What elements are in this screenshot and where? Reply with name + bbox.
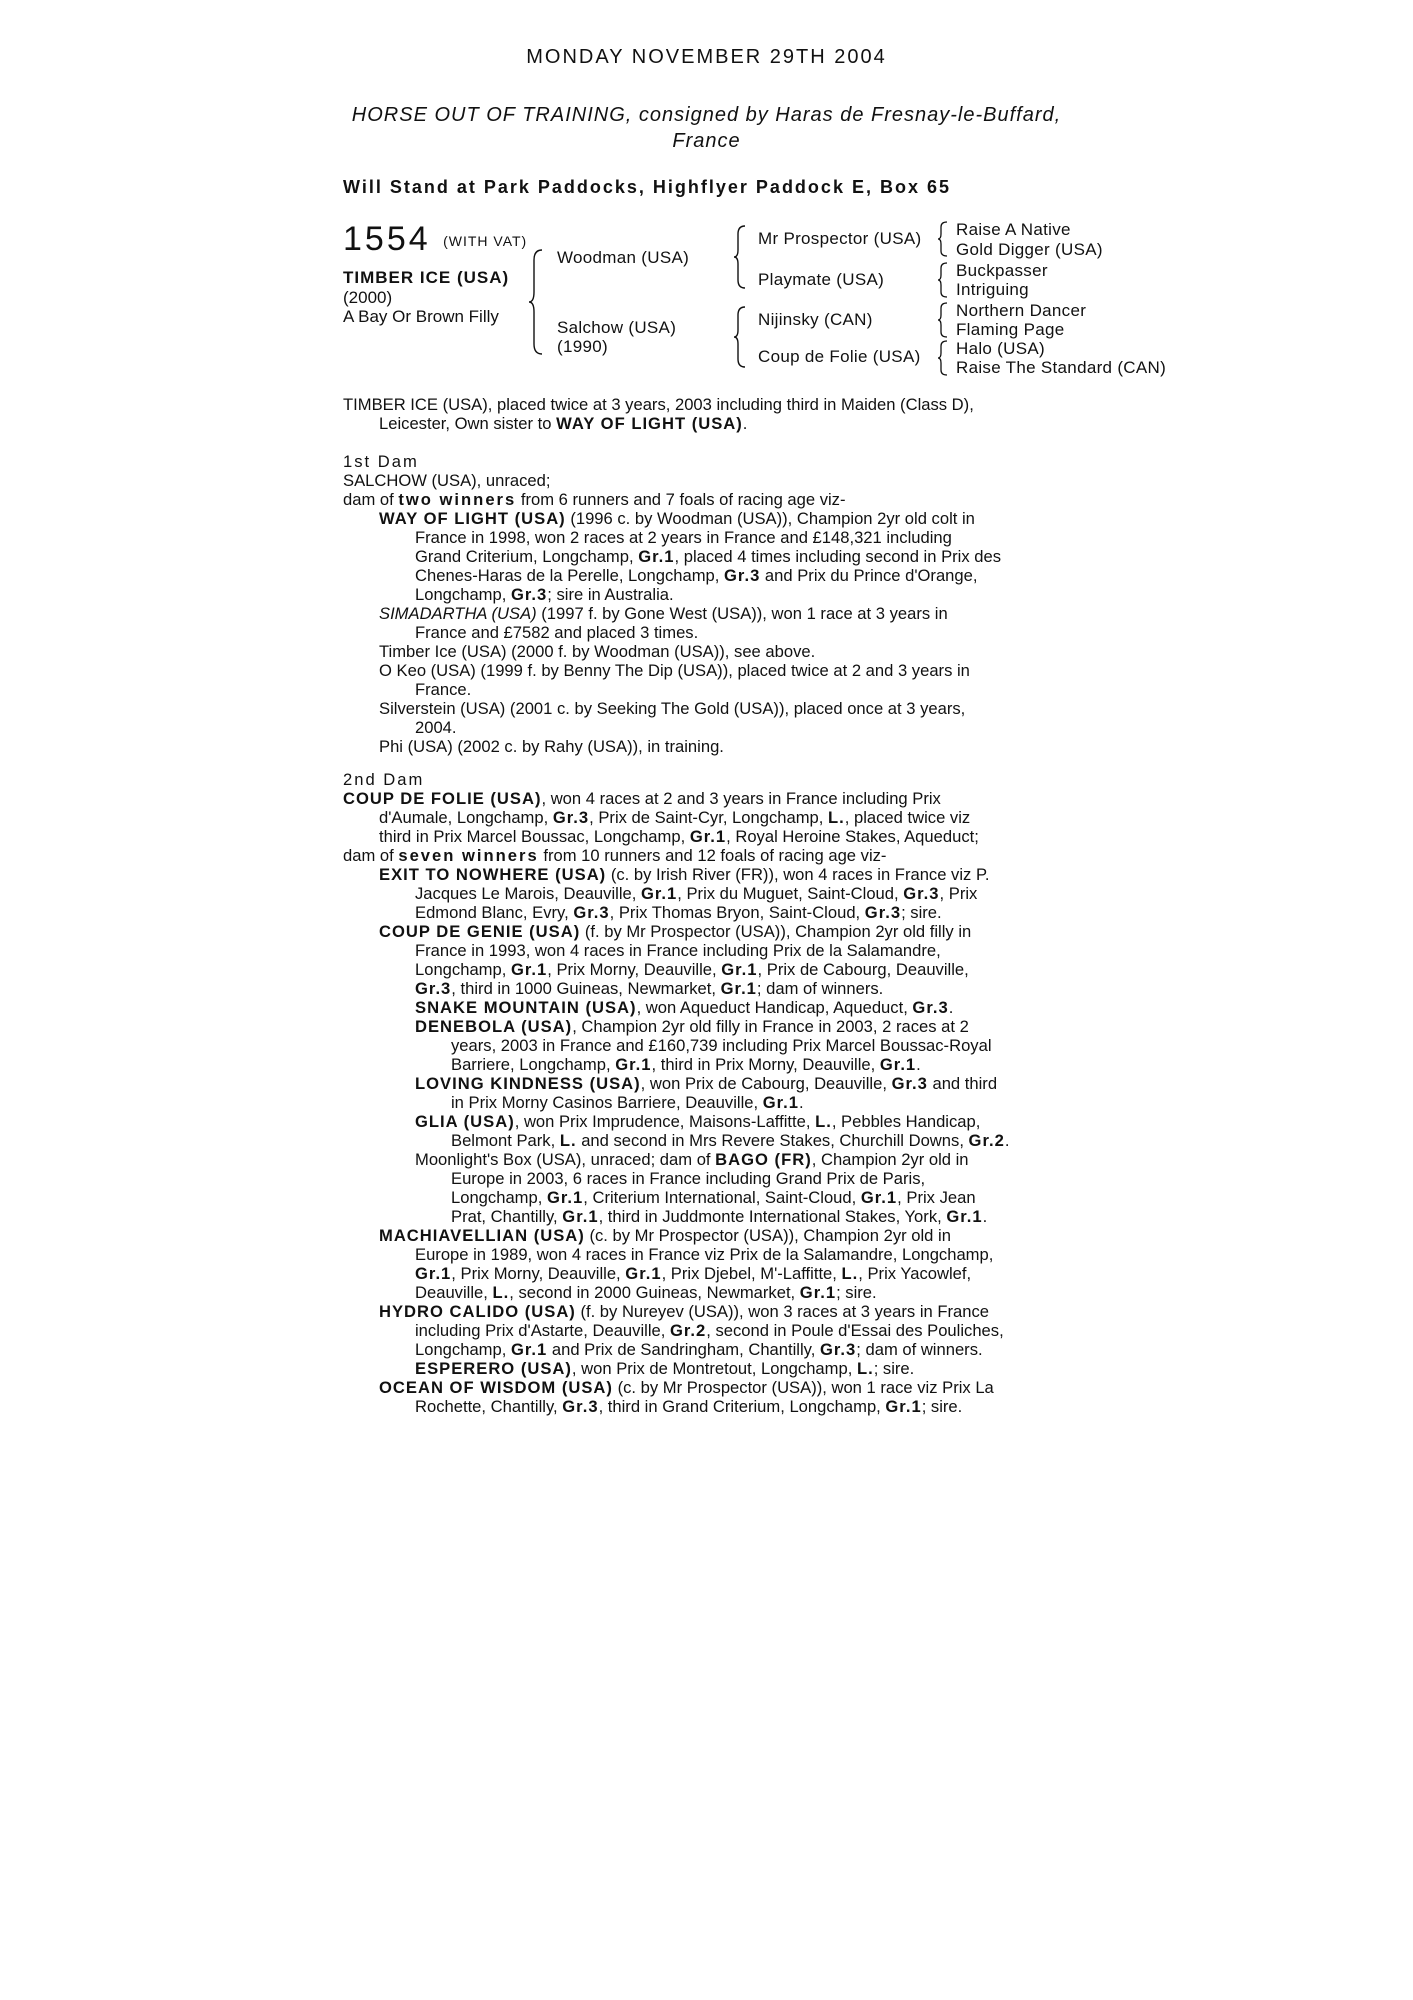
text-line — [343, 1188, 1085, 1207]
text-line: Silverstein (USA) (2001 c. by Seeking The Gold (USA)), placed once at 3 years, — [379, 699, 966, 718]
text-run: Gr.1 — [415, 1264, 452, 1283]
text-line — [343, 1131, 1085, 1150]
consignment-line-1: HORSE OUT OF TRAINING, consigned by Haras de Fresnay-le-Buffard, — [351, 104, 1062, 126]
text-run: Gr.1 — [640, 884, 678, 903]
horse-summary — [343, 395, 1085, 433]
pedigree-sdd: Intriguing — [956, 280, 1029, 299]
pedigree-ssd: Gold Digger (USA) — [956, 240, 1103, 259]
text-run: (f. by Nureyev (USA)), won 3 races at 3 years in France — [575, 1302, 989, 1321]
pedigree-dam-year: (1990) — [557, 337, 608, 356]
text-line — [343, 490, 1085, 509]
text-line — [343, 1378, 1085, 1397]
text-run: Gr.3 — [562, 1397, 599, 1416]
text-line — [343, 1017, 1085, 1036]
text-line — [343, 585, 1085, 604]
pedigree-sire-sire: Mr Prospector (USA) — [758, 229, 922, 248]
text-run: Gr.3 — [903, 884, 940, 903]
section-heading: 1st Dam — [343, 452, 419, 471]
text-run: Gr.3 — [415, 979, 452, 998]
pedigree-brace-ss — [937, 221, 949, 257]
text-run: ; sire. — [901, 903, 942, 922]
text-run: , won Prix Imprudence, Maisons-Laffitte, — [514, 1112, 816, 1131]
text-run: Gr.1 — [510, 1340, 548, 1359]
text-run: , third in Prix Morny, Deauville, — [651, 1055, 880, 1074]
text-run: Gr.3 — [724, 566, 761, 585]
text-run: Barriere, Longchamp, — [451, 1055, 616, 1074]
text-run: , placed 4 times including second in Prix des — [674, 547, 1002, 566]
text-line — [343, 1055, 1085, 1074]
pedigree-dam-sire: Nijinsky (CAN) — [758, 310, 873, 329]
text-run: , Prix Morny, Deauville, — [547, 960, 722, 979]
lot-number — [343, 220, 527, 259]
text-run: Grand Criterium, Longchamp, — [415, 547, 639, 566]
text-run: , Champion 2yr old filly in France in 2003, 2 races at 2 — [572, 1017, 969, 1036]
text-line — [343, 547, 1085, 566]
text-line — [343, 1074, 1085, 1093]
text-run: Edmond Blanc, Evry, — [415, 903, 574, 922]
text-line: O Keo (USA) (1999 f. by Benny The Dip (USA)), placed twice at 2 and 3 years in — [379, 661, 970, 680]
text-run: ; sire. — [873, 1359, 915, 1378]
text-line: Europe in 1989, won 4 races in France viz Prix de la Salamandre, Longchamp, — [415, 1245, 994, 1264]
text-run: and third — [927, 1074, 998, 1093]
pedigree-ddd: Raise The Standard (CAN) — [956, 358, 1167, 377]
text-line — [343, 1283, 1085, 1302]
text-run: Gr.3 — [573, 903, 610, 922]
text-run: L. — [559, 1131, 577, 1150]
text-run: WAY OF LIGHT (USA) — [556, 414, 743, 433]
text-run: , won 4 races at 2 and 3 years in France including Prix — [541, 789, 941, 808]
text-run: Chenes-Haras de la Perelle, Longchamp, — [415, 566, 725, 585]
pedigree-sire: Woodman (USA) — [557, 248, 690, 267]
pedigree-dsd: Flaming Page — [956, 320, 1065, 339]
text-run: , won Prix de Montretout, Longchamp, — [571, 1359, 857, 1378]
consignment-line-2: France — [672, 130, 741, 152]
text-run: L. — [492, 1283, 510, 1302]
text-run: (c. by Mr Prospector (USA)), won 1 race viz Prix La — [612, 1378, 994, 1397]
text-run: , won Aqueduct Handicap, Aqueduct, — [636, 998, 913, 1017]
section-heading: 2nd Dam — [343, 770, 425, 789]
text-line — [343, 1359, 1085, 1378]
text-run: . — [982, 1207, 988, 1226]
text-run: WAY OF LIGHT (USA) — [379, 509, 566, 528]
pedigree-dds: Halo (USA) — [956, 339, 1045, 358]
text-run: Gr.3 — [819, 1340, 857, 1359]
second-dam-section — [343, 770, 1085, 1416]
text-line — [343, 998, 1085, 1017]
text-run: Gr.1 — [562, 1207, 599, 1226]
text-run: Gr.1 — [946, 1207, 983, 1226]
pedigree-dss: Northern Dancer — [956, 301, 1087, 320]
text-line: Europe in 2003, 6 races in France including Grand Prix de Paris, — [451, 1169, 926, 1188]
text-line — [343, 903, 1085, 922]
first-dam-section — [343, 452, 1085, 756]
text-run: , second in Poule d'Essai des Pouliches, — [706, 1321, 1004, 1340]
text-run: Gr.3 — [552, 808, 590, 827]
text-run: Gr.1 — [638, 547, 675, 566]
text-line: France in 1993, won 4 races in France including Prix de la Salamandre, — [415, 941, 941, 960]
pedigree-dam-dam: Coup de Folie (USA) — [758, 347, 921, 366]
pedigree-sds: Buckpasser — [956, 261, 1048, 280]
pedigree-sss: Raise A Native — [956, 220, 1071, 239]
text-run: and second in Mrs Revere Stakes, Churchill Downs, — [576, 1131, 969, 1150]
pedigree-brace-main — [528, 248, 544, 356]
text-line: Phi (USA) (2002 c. by Rahy (USA)), in training. — [379, 737, 724, 756]
text-run: , second in 2000 Guineas, Newmarket, — [509, 1283, 800, 1302]
text-run: GLIA (USA) — [415, 1112, 515, 1131]
text-run: Gr.1 — [689, 827, 727, 846]
text-run: , Pebbles Handicap, — [831, 1112, 981, 1131]
text-run: dam of — [343, 846, 399, 865]
text-line — [343, 808, 1085, 827]
vat-note: (WITH VAT) — [443, 233, 528, 249]
text-run: Gr.3 — [891, 1074, 928, 1093]
text-run: MACHIAVELLIAN (USA) — [379, 1226, 585, 1245]
text-run: from 6 runners and 7 foals of racing age viz- — [516, 490, 846, 509]
text-run: , Prix du Muguet, Saint-Cloud, — [677, 884, 904, 903]
text-run: ESPERERO (USA) — [415, 1359, 572, 1378]
text-line — [343, 865, 1085, 884]
text-run: Prat, Chantilly, — [451, 1207, 563, 1226]
text-run: Gr.2 — [669, 1321, 707, 1340]
text-line: 2004. — [415, 718, 457, 737]
text-run: (f. by Mr Prospector (USA)), Champion 2yr old filly in — [580, 922, 972, 941]
text-run: Jacques Le Marois, Deauville, — [415, 884, 641, 903]
text-run: , Prix Thomas Bryon, Saint-Cloud, — [609, 903, 865, 922]
text-run: Longchamp, — [415, 585, 511, 604]
text-run: DENEBOLA (USA) — [415, 1017, 573, 1036]
text-line — [343, 1321, 1085, 1340]
pedigree-brace-sire — [733, 224, 747, 290]
text-run: ; dam of winners. — [756, 979, 884, 998]
text-run: , third in Grand Criterium, Longchamp, — [598, 1397, 886, 1416]
text-run: from 10 runners and 12 foals of racing age viz- — [538, 846, 887, 865]
text-line: SALCHOW (USA), unraced; — [343, 471, 551, 490]
horse-description: A Bay Or Brown Filly — [343, 307, 499, 326]
text-run: . — [799, 1093, 804, 1112]
text-run: Longchamp, — [451, 1188, 547, 1207]
text-run: seven winners — [398, 846, 539, 865]
text-line — [343, 509, 1085, 528]
text-run: Gr.1 — [721, 960, 758, 979]
text-run: , Champion 2yr old in — [811, 1150, 969, 1169]
text-run: Gr.1 — [546, 1188, 584, 1207]
text-run: dam of — [343, 490, 399, 509]
text-run: , Prix Jean — [897, 1188, 976, 1207]
text-run: LOVING KINDNESS (USA) — [415, 1074, 641, 1093]
text-run: L. — [828, 808, 845, 827]
text-line: Timber Ice (USA) (2000 f. by Woodman (USA)), see above. — [379, 642, 816, 661]
text-run: Gr.1 — [885, 1397, 922, 1416]
text-run: Gr.1 — [625, 1264, 662, 1283]
text-run: Longchamp, — [415, 1340, 511, 1359]
text-run: two winners — [398, 490, 517, 509]
text-run: (c. by Irish River (FR)), won 4 races in France viz P. — [606, 865, 990, 884]
text-line — [343, 1226, 1085, 1245]
text-run: , Prix — [939, 884, 978, 903]
sale-date: MONDAY NOVEMBER 29TH 2004 — [526, 46, 887, 68]
text-run: ; sire in Australia. — [547, 585, 674, 604]
text-run: . — [948, 998, 954, 1017]
text-line: years, 2003 in France and £160,739 including Prix Marcel Boussac-Royal — [451, 1036, 992, 1055]
text-run: Gr.1 — [879, 1055, 917, 1074]
summary-line: TIMBER ICE (USA), placed twice at 3 years, 2003 including third in Maiden (Class D), — [343, 395, 974, 414]
text-line — [343, 1340, 1085, 1359]
text-line — [343, 827, 1085, 846]
text-run: Belmont Park, — [451, 1131, 560, 1150]
text-line: France. — [415, 680, 472, 699]
text-run: d'Aumale, Longchamp, — [379, 808, 553, 827]
consignment-line — [300, 102, 1113, 154]
stand-location: Will Stand at Park Paddocks, Highflyer Paddock E, Box 65 — [343, 177, 951, 197]
text-run: L. — [841, 1264, 859, 1283]
text-run: and Prix de Sandringham, Chantilly, — [547, 1340, 820, 1359]
text-run: Gr.1 — [762, 1093, 799, 1112]
text-run: Gr.1 — [799, 1283, 837, 1302]
pedigree-brace-sd — [937, 262, 949, 298]
text-line — [343, 1112, 1085, 1131]
text-run: , Prix de Saint-Cyr, Longchamp, — [589, 808, 829, 827]
text-run: ; sire. — [921, 1397, 963, 1416]
text-run: Rochette, Chantilly, — [415, 1397, 563, 1416]
text-run: (1997 f. by Gone West (USA)), won 1 race at 3 years in — [536, 604, 948, 623]
pedigree-dam: Salchow (USA) — [557, 318, 677, 337]
text-run: OCEAN OF WISDOM (USA) — [379, 1378, 613, 1397]
horse-year: (2000) — [343, 288, 393, 307]
text-run: COUP DE FOLIE (USA) — [343, 789, 542, 808]
text-line — [343, 1150, 1085, 1169]
text-run: COUP DE GENIE (USA) — [379, 922, 581, 941]
text-run: , Prix Yacowlef, — [858, 1264, 972, 1283]
pedigree-brace-dam — [733, 305, 747, 369]
text-run: (c. by Mr Prospector (USA)), Champion 2yr old in — [584, 1226, 951, 1245]
text-run: . — [742, 414, 748, 433]
horse-name: TIMBER ICE (USA) — [343, 268, 510, 287]
text-run: L. — [815, 1112, 832, 1131]
pedigree-brace-ds — [937, 302, 949, 338]
text-run: HYDRO CALIDO (USA) — [379, 1302, 576, 1321]
text-run: Longchamp, — [415, 960, 511, 979]
text-run: including Prix d'Astarte, Deauville, — [415, 1321, 670, 1340]
text-run: Gr.3 — [864, 903, 902, 922]
text-run: , Prix de Cabourg, Deauville, — [757, 960, 969, 979]
text-run: SIMADARTHA (USA) — [379, 604, 537, 623]
text-run: Moonlight's Box (USA), unraced; dam of — [415, 1150, 716, 1169]
text-run: Gr.1 — [510, 960, 548, 979]
text-run: SNAKE MOUNTAIN (USA) — [415, 998, 637, 1017]
text-line — [343, 566, 1085, 585]
text-run: Gr.1 — [615, 1055, 652, 1074]
text-run: third in Prix Marcel Boussac, Longchamp, — [379, 827, 690, 846]
text-line: France in 1998, won 2 races at 2 years in France and £148,321 including — [415, 528, 952, 547]
text-run: Gr.3 — [510, 585, 548, 604]
text-run: EXIT TO NOWHERE (USA) — [379, 865, 607, 884]
text-line — [343, 1207, 1085, 1226]
lot-number-value: 1554 — [343, 220, 431, 258]
text-run: , third in Juddmonte International Stakes, York, — [598, 1207, 947, 1226]
text-run: , Prix Djebel, M'-Laffitte, — [661, 1264, 842, 1283]
text-run: Gr.2 — [968, 1131, 1005, 1150]
text-run: Gr.3 — [912, 998, 949, 1017]
text-run: Gr.1 — [720, 979, 757, 998]
text-run: . — [916, 1055, 921, 1074]
text-line — [343, 604, 1085, 623]
text-run: , Prix Morny, Deauville, — [451, 1264, 626, 1283]
text-run: ; dam of winners. — [856, 1340, 983, 1359]
text-run: ; sire. — [836, 1283, 877, 1302]
text-line — [343, 1093, 1085, 1112]
text-line — [343, 960, 1085, 979]
text-run: Leicester, Own sister to — [379, 414, 557, 433]
pedigree-sire-dam: Playmate (USA) — [758, 270, 885, 289]
text-run: , Criterium International, Saint-Cloud, — [583, 1188, 861, 1207]
text-run: and Prix du Prince d'Orange, — [760, 566, 978, 585]
text-run: Gr.1 — [860, 1188, 898, 1207]
text-run: . — [1004, 1131, 1010, 1150]
text-line — [343, 1264, 1085, 1283]
text-run: BAGO (FR) — [715, 1150, 812, 1169]
text-run: , third in 1000 Guineas, Newmarket, — [451, 979, 721, 998]
text-run: , Royal Heroine Stakes, Aqueduct; — [726, 827, 979, 846]
summary-line — [343, 414, 1085, 433]
text-run: , won Prix de Cabourg, Deauville, — [640, 1074, 892, 1093]
text-run: L. — [856, 1359, 874, 1378]
text-line — [343, 922, 1085, 941]
text-line — [343, 846, 1085, 865]
text-run: in Prix Morny Casinos Barriere, Deauville, — [451, 1093, 763, 1112]
pedigree-brace-dd — [937, 340, 949, 376]
text-line — [343, 789, 1085, 808]
text-run: Deauville, — [415, 1283, 493, 1302]
text-run: (1996 c. by Woodman (USA)), Champion 2yr old colt in — [565, 509, 975, 528]
text-run: , placed twice viz — [844, 808, 971, 827]
text-line: France and £7582 and placed 3 times. — [415, 623, 699, 642]
text-line — [343, 979, 1085, 998]
text-line — [343, 1397, 1085, 1416]
text-line — [343, 884, 1085, 903]
text-line — [343, 1302, 1085, 1321]
